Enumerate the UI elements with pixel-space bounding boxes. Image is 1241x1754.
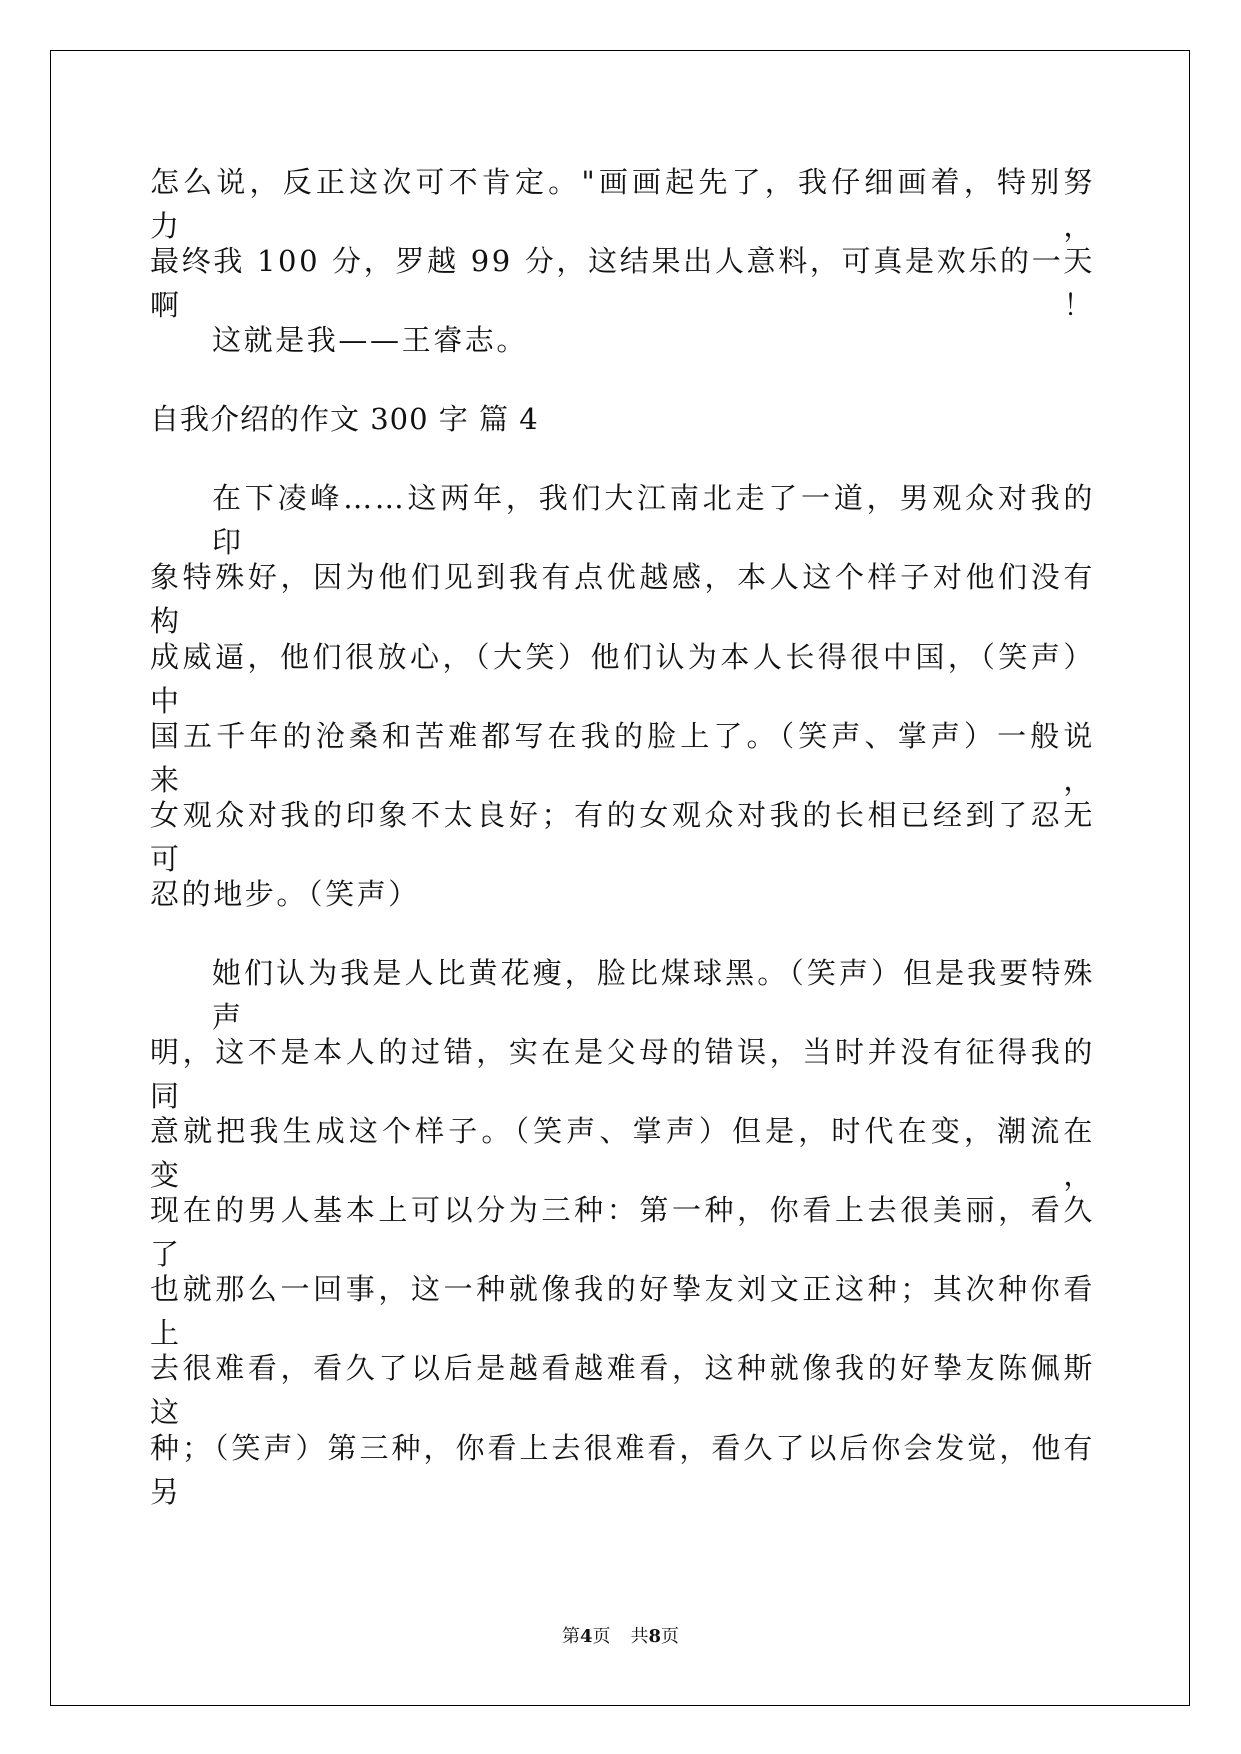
body-line: 成威逼，他们很放心，（大笑）他们认为本人长得很中国，（笑声）中 (150, 639, 1095, 718)
body-line: 国五千年的沧桑和苦难都写在我的脸上了。（笑声、掌声）一般说来， (150, 718, 1095, 797)
body-line: 明，这不是本人的过错，实在是父母的错误，当时并没有征得我的同 (150, 1035, 1095, 1114)
body-line: 她们认为我是人比黄花瘦，脸比煤球黑。（笑声）但是我要特殊声 (212, 955, 1095, 1034)
total-suffix: 页 (661, 1626, 680, 1647)
section-heading: 自我介绍的作文 300 字 篇 4 (150, 402, 539, 437)
body-line: 象特殊好，因为他们见到我有点优越感，本人这个样子对他们没有构 (150, 560, 1095, 639)
body-line: 最终我 100 分，罗越 99 分，这结果出人意料，可真是欢乐的一天啊！ (150, 244, 1095, 323)
body-line: 现在的男人基本上可以分为三种：第一种，你看上去很美丽，看久了 (150, 1193, 1095, 1272)
body-line: 这就是我——王睿志。 (212, 323, 529, 358)
page-prefix: 第 (561, 1626, 580, 1647)
body-line: 意就把我生成这个样子。（笑声、掌声）但是，时代在变，潮流在变， (150, 1114, 1095, 1193)
page-footer (0, 1622, 1241, 1648)
document-body (150, 160, 1095, 1509)
body-line: 种；（笑声）第三种，你看上去很难看，看久了以后你会发觉，他有另 (150, 1430, 1095, 1509)
body-line: 在下凌峰……这两年，我们大江南北走了一道，男观众对我的印 (212, 481, 1095, 560)
page-number: 4 (579, 1626, 593, 1647)
body-line: 去很难看，看久了以后是越看越难看，这种就像我的好挚友陈佩斯这 (150, 1351, 1095, 1430)
body-line: 也就那么一回事，这一种就像我的好挚友刘文正这种；其次种你看上 (150, 1272, 1095, 1351)
page-suffix: 页 (592, 1626, 611, 1647)
body-line: 女观众对我的印象不太良好；有的女观众对我的长相已经到了忍无可 (150, 797, 1095, 876)
body-line: 忍的地步。（笑声） (150, 876, 420, 911)
body-line: 怎么说，反正这次可不肯定。"画画起先了，我仔细画着，特别努力， (150, 165, 1095, 243)
total-prefix: 共 (630, 1626, 649, 1647)
total-pages: 8 (648, 1626, 662, 1647)
